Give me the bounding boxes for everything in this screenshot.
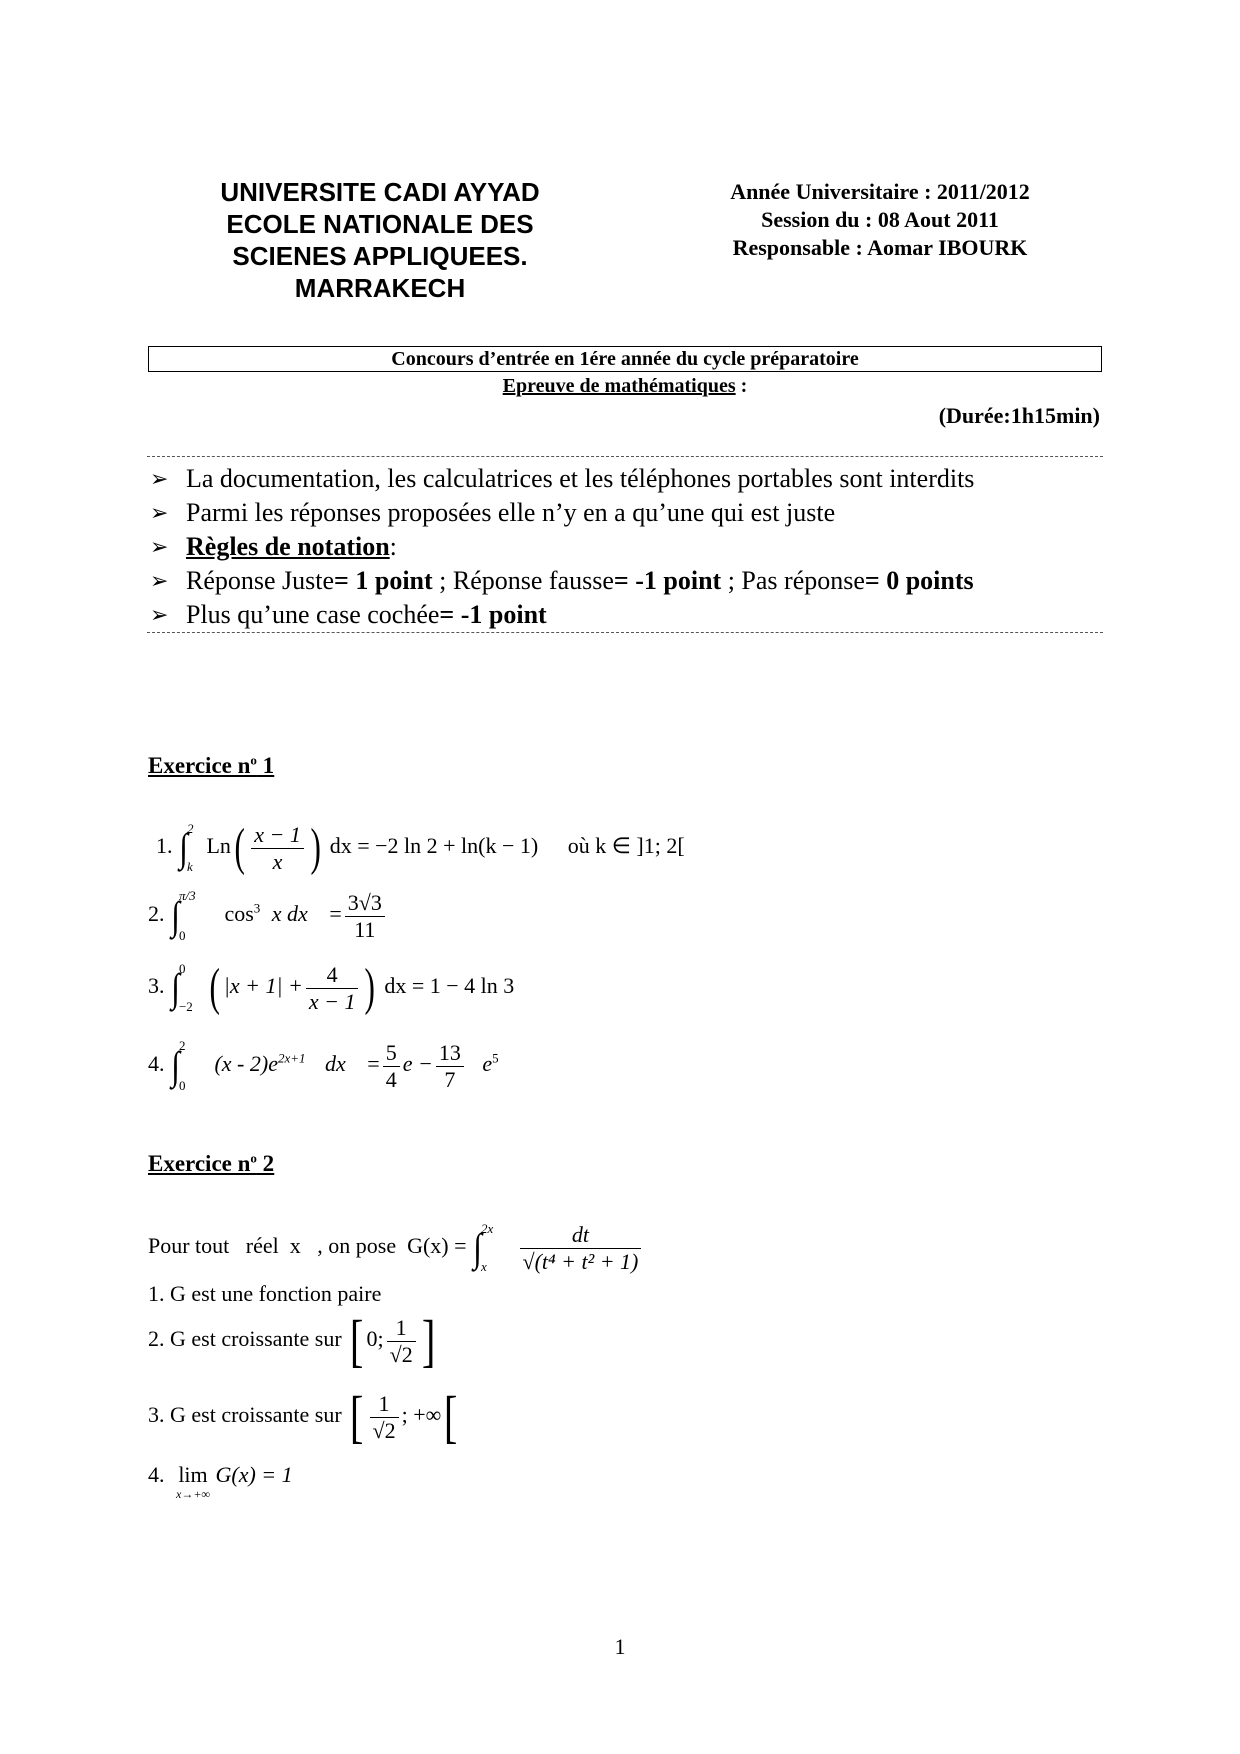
question-number: 4. (148, 1051, 165, 1077)
integral-sign-icon: ∫ (171, 965, 180, 1010)
exercise-title-sup: o (250, 1150, 257, 1165)
institution-line: SCIENES APPLIQUEES. (232, 241, 528, 271)
institution-line: UNIVERSITE CADI AYYAD (220, 177, 540, 207)
limit-label: lim (178, 1462, 208, 1487)
exercise-number: 1 (256, 752, 275, 778)
upper-limit: 2 (186, 821, 194, 836)
limit-operator (176, 1462, 210, 1500)
right-bracket-icon: [ (444, 1384, 458, 1449)
function-name: Ln (206, 833, 231, 859)
upper-limit: 0 (178, 961, 186, 976)
integral-limits (179, 1026, 201, 1106)
left-bracket-icon: [ (350, 1384, 364, 1449)
exercise-number: 2 (256, 1150, 275, 1176)
integrand: (x - 2)e (214, 1051, 278, 1077)
question-number: 3. (148, 973, 165, 999)
session-info-block (680, 178, 1080, 262)
arrow-bullet-icon: ➢ (150, 568, 169, 593)
interval-end: ; +∞ (401, 1402, 442, 1428)
rule-item (150, 530, 974, 564)
rule-text: : (389, 532, 397, 561)
upper-limit: 2 (178, 1038, 186, 1053)
limit-expression: G(x) = 1 (215, 1462, 293, 1487)
differential: x dx (271, 901, 308, 927)
exam-title: Concours d’entrée en 1ére année du cycle préparatoire (391, 348, 859, 370)
denominator: x (272, 848, 283, 874)
question-number: 4. (148, 1462, 165, 1487)
epreuve-label: Epreuve de mathématiques (502, 375, 736, 397)
lower-limit: −2 (178, 999, 193, 1014)
denominator: 4 (385, 1066, 397, 1092)
fraction (345, 890, 385, 943)
lower-limit: x (481, 1259, 487, 1274)
limit-subscript: x→+∞ (176, 1487, 210, 1501)
numerator: 3√3 (345, 890, 385, 917)
rule-text: ; Réponse fausse (432, 566, 614, 595)
exercise-2-question-3 (148, 1384, 461, 1449)
denominator: √(t⁴ + t² + 1) (522, 1248, 639, 1274)
exercise-2-question-2 (148, 1308, 438, 1373)
integral-limits (179, 950, 201, 1026)
rule-points: = 1 point (334, 566, 433, 595)
numerator: 4 (306, 962, 359, 989)
exercise-2-intro (148, 1210, 644, 1286)
divider (147, 456, 1103, 457)
arrow-bullet-icon: ➢ (150, 534, 169, 559)
exercise-title-text: Exercice n (148, 1150, 251, 1176)
exercise-1-question-3 (148, 950, 514, 1026)
interval-start: 0; (366, 1326, 384, 1352)
arrow-bullet-icon: ➢ (150, 602, 169, 627)
exercise-1-question-4 (148, 1026, 499, 1106)
question-text: 2. G est croissante sur (148, 1326, 342, 1352)
exercise-1-question-1 (156, 810, 685, 886)
rule-points: = -1 point (439, 600, 547, 629)
exponent: 5 (492, 1050, 499, 1066)
integrand: cos (224, 901, 254, 927)
left-paren-icon: ( (234, 819, 245, 876)
left-bracket-icon: [ (350, 1308, 364, 1373)
upper-limit: π/3 (178, 888, 196, 903)
epreuve-suffix: : (735, 375, 748, 397)
denominator: √2 (372, 1417, 396, 1443)
rule-item (150, 564, 974, 598)
right-bracket-icon: ] (421, 1308, 436, 1373)
equals-sign: = (329, 901, 342, 927)
rule-text: Parmi les réponses proposées elle n’y en a qu’une qui est juste (186, 498, 836, 527)
divider (147, 632, 1103, 633)
institution-line: MARRAKECH (294, 273, 466, 303)
exercise-1-question-2 (148, 876, 388, 956)
exercise-title-sup: o (250, 752, 257, 767)
exam-duration: (Durée:1h15min) (938, 403, 1100, 428)
denominator: 11 (354, 916, 376, 942)
fraction (387, 1315, 416, 1368)
question-number: 2. (148, 901, 165, 927)
rule-text: Plus qu’une case cochée (186, 600, 440, 629)
right-paren-icon: ) (364, 959, 376, 1016)
exponent: 2x+1 (277, 1050, 306, 1066)
exercise-1-title (148, 752, 274, 779)
integral-limits (481, 1210, 511, 1286)
integral-sign-icon: ∫ (171, 1043, 180, 1088)
lower-limit: 0 (178, 1078, 186, 1093)
numerator: x − 1 (251, 822, 304, 849)
numerator: dt (520, 1222, 642, 1249)
integral-sign-icon: ∫ (171, 893, 180, 938)
exponent: 3 (253, 900, 261, 916)
institution-line: ECOLE NATIONALE DES (226, 209, 534, 239)
left-paren-icon: ( (209, 959, 221, 1016)
equation-rhs: dx = −2 ln 2 + ln(k − 1) (329, 833, 539, 859)
integral-sign-icon: ∫ (179, 825, 188, 870)
denominator: √2 (389, 1341, 413, 1367)
fraction (520, 1222, 642, 1275)
exam-title-box (148, 346, 1102, 372)
question-number: 1. (156, 833, 173, 859)
responsible: Responsable : Aomar IBOURK (732, 235, 1028, 260)
lower-limit: k (186, 859, 193, 874)
integral-limits (179, 876, 207, 956)
numerator: 5 (383, 1040, 400, 1067)
session-date: Session du : 08 Aout 2011 (761, 207, 999, 232)
differential: dx (325, 1051, 346, 1077)
numerator: 1 (387, 1315, 416, 1342)
equation-rhs: dx = 1 − 4 ln 3 (384, 973, 515, 999)
rule-item (150, 496, 974, 530)
fraction (436, 1040, 464, 1093)
denominator: 7 (444, 1066, 456, 1092)
lower-limit: 0 (178, 928, 186, 943)
rules-list (150, 462, 974, 632)
rule-text: La documentation, les calculatrices et les téléphones portables sont interdits (186, 464, 975, 493)
fraction (370, 1391, 399, 1444)
rule-item (150, 598, 974, 632)
fraction (251, 822, 304, 875)
absolute-term: |x + 1| + (223, 973, 303, 999)
exam-subject (148, 375, 1102, 398)
integral-sign-icon: ∫ (473, 1225, 482, 1270)
exercise-2-title (148, 1150, 274, 1177)
exercise-title-text: Exercice n (148, 752, 251, 778)
academic-year: Année Universitaire : 2011/2012 (730, 179, 1030, 204)
fraction (306, 962, 359, 1015)
upper-limit: 2x (481, 1221, 494, 1236)
right-paren-icon: ) (310, 819, 321, 876)
tail-term: e (482, 1051, 493, 1077)
intro-text: Pour tout réel x , on pose G(x) = (148, 1233, 467, 1259)
denominator: x − 1 (308, 988, 356, 1014)
question-text: 3. G est croissante sur (148, 1402, 342, 1428)
arrow-bullet-icon: ➢ (150, 500, 169, 525)
integral-limits (187, 810, 201, 886)
rule-text: Réponse Juste (186, 566, 335, 595)
page-number: 1 (614, 1634, 626, 1659)
rule-text: ; Pas réponse (721, 566, 865, 595)
exercise-2-question-1: 1. G est une fonction paire (148, 1281, 382, 1306)
rule-item (150, 462, 974, 496)
numerator: 1 (370, 1391, 399, 1418)
numerator: 13 (436, 1040, 464, 1067)
rule-points: = 0 points (864, 566, 974, 595)
rule-points: = -1 point (613, 566, 722, 595)
institution-block (170, 176, 590, 304)
fraction (383, 1040, 400, 1093)
exercise-2-question-4 (148, 1462, 293, 1500)
equals-sign: = (367, 1051, 380, 1077)
rule-heading: Règles de notation (186, 532, 390, 561)
middle-term: e − (402, 1051, 433, 1077)
condition: où k ∈ ]1; 2[ (567, 833, 685, 859)
arrow-bullet-icon: ➢ (150, 466, 169, 491)
